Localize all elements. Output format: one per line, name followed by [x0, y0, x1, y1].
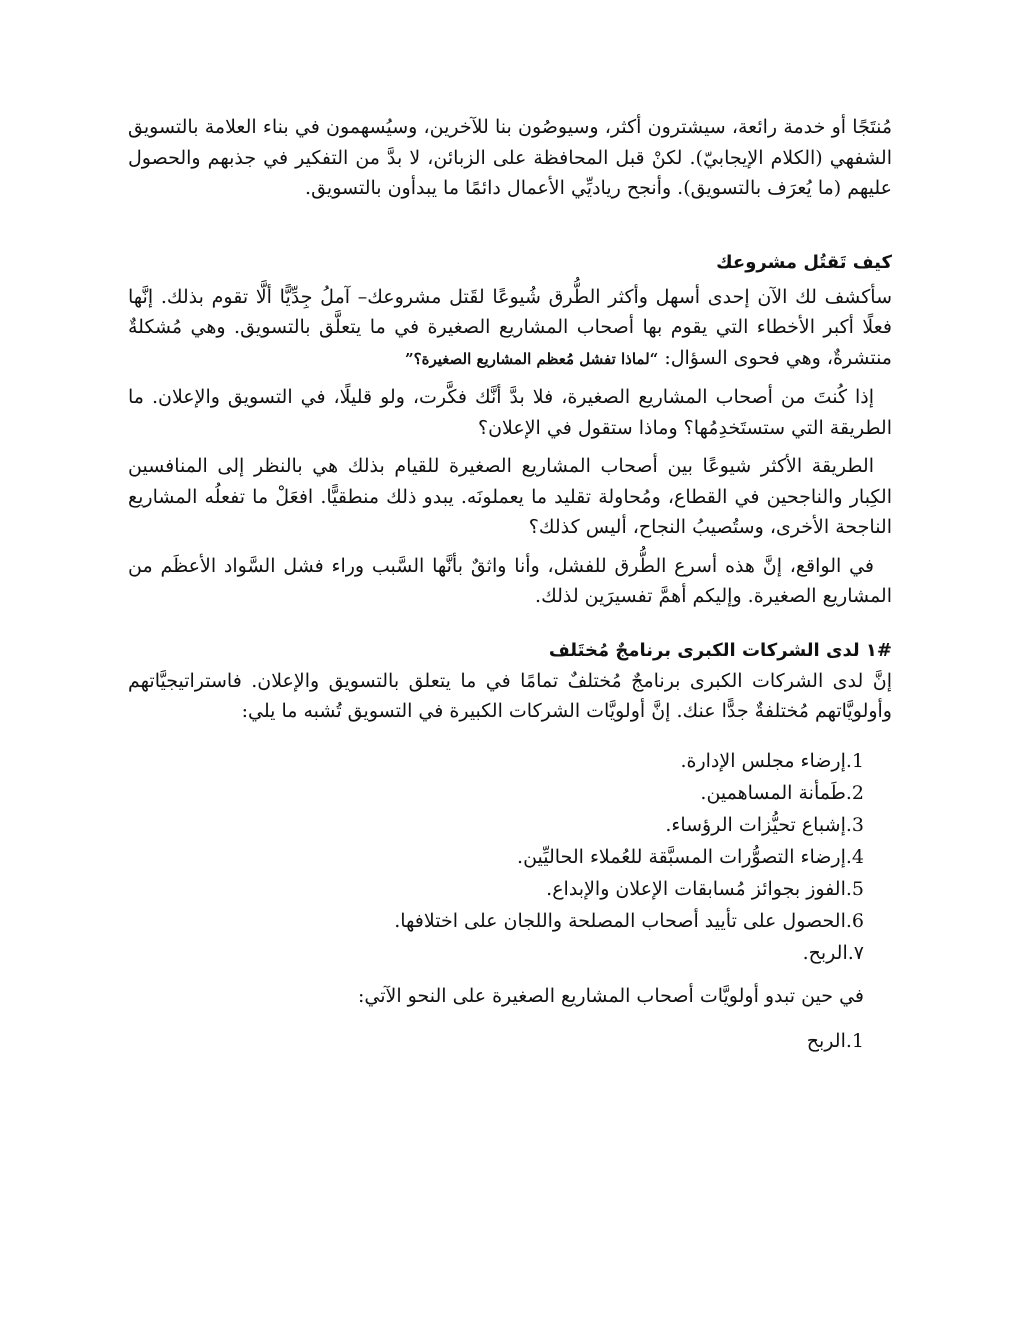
section1-paragraph-4: في الواقع، إنَّ هذه أسرع الطُّرق للفشل، وأنا واثقٌ بأنَّها السَّبب وراء فشل السَّواد الأعظَم من المشاريع الصغيرة. وإليكم أهمَّ تفسيرَين لذلك. — [128, 554, 892, 607]
section1-paragraph-2: إذا كُنتَ من أصحاب المشاريع الصغيرة، فلا بدَّ أنَّك فكَّرت، ولو قليلًا، في التسويق والإعلان. ما الطريقة التي ستستَخدِمُها؟ وماذا ستقول في الإعلان؟ — [128, 386, 892, 439]
list-item: ٧.الربح. — [802, 941, 864, 964]
section2-paragraph-1: إنَّ لدى الشركات الكبرى برنامجٌ مُختلفٌ تمامًا في ما يتعلق بالتسويق والإعلان. فاستراتيجيَّاتهم وأولويَّاتهم مُختلفةٌ جدًّا عنك. إنَّ أولويَّات الشركات الكبيرة في التسويق تُشبه ما يلي: — [128, 669, 892, 722]
section1-paragraph-1 — [128, 282, 892, 375]
list-item: 4.إرضاء التصوُّرات المسبَّقة للعُملاء الحاليِّين. — [517, 845, 864, 868]
document-page — [128, 112, 892, 1057]
list-item: 3.إشباع تحيُّزات الرؤساء. — [665, 813, 864, 836]
section2-paragraph-2: في حين تبدو أولويَّات أصحاب المشاريع الصغيرة على النحو الآتي: — [358, 984, 864, 1007]
list-item: 6.الحصول على تأييد أصحاب المصلحة واللجان على اختلافها. — [394, 909, 864, 932]
section1-paragraph-3: الطريقة الأكثر شيوعًا بين أصحاب المشاريع الصغيرة للقيام بذلك هي بالنظر إلى المنافسين الكِبار والناجحين في القطاع، ومُحاولة تقليد ما يعملونَه. يبدو ذلك منطقيًّا. افعَلْ ما تفعلُه المشاريع الناجحة الأخرى، وستُصيبُ النجاح، أليس كذلك؟ — [128, 455, 892, 538]
list-item: 1.الربح — [806, 1030, 864, 1052]
list-item: 1.إرضاء مجلس الإدارة. — [680, 749, 864, 772]
key-question-quote: “لماذا تفشل مُعظم المشاريع الصغيرة؟” — [405, 349, 659, 368]
section1-paragraph-1-text: سأكشف لك الآن إحدى أسهل وأكثر الطُّرق شُيوعًا لقَتل مشروعك– آملُ جِدِّيًّا ألَّا تقوم بذلك. إنَّها فعلًا أكبر الأخطاء التي يقوم بها أصحاب المشاريع الصغيرة في ما يتعلَّق بالتسويق. وهي مُشكلةٌ منتشرةٌ، وهي فحوى السؤال: — [128, 285, 892, 369]
big-company-priorities-list — [128, 745, 864, 969]
section-heading-kill-your-business: كيف تَقتُل مشروعك — [716, 251, 892, 273]
small-business-priorities-list — [128, 1025, 864, 1057]
list-item: 5.الفوز بجوائز مُسابقات الإعلان والإبداع. — [546, 877, 864, 900]
list-item: 2.طَمأنة المساهمين. — [700, 781, 864, 804]
section-heading-big-companies: #١ لدى الشركات الكبرى برنامجٌ مُختَلف — [548, 639, 892, 661]
intro-paragraph: مُنتَجًا أو خدمة رائعة، سيشترون أكثر، وسيوصُون بنا للآخرين، وسيُسهمون في بناء العلامة بالتسويق الشفهي (الكلام الإيجابيّ). لكنْ قبل المحافظة على الزبائن، لا بدَّ من التفكير في جذبهم والحصول عليهم (ما يُعرَف بالتسويق). وأنجح رياديِّي الأعمال دائمًا ما يبدأون بالتسويق. — [128, 116, 892, 199]
